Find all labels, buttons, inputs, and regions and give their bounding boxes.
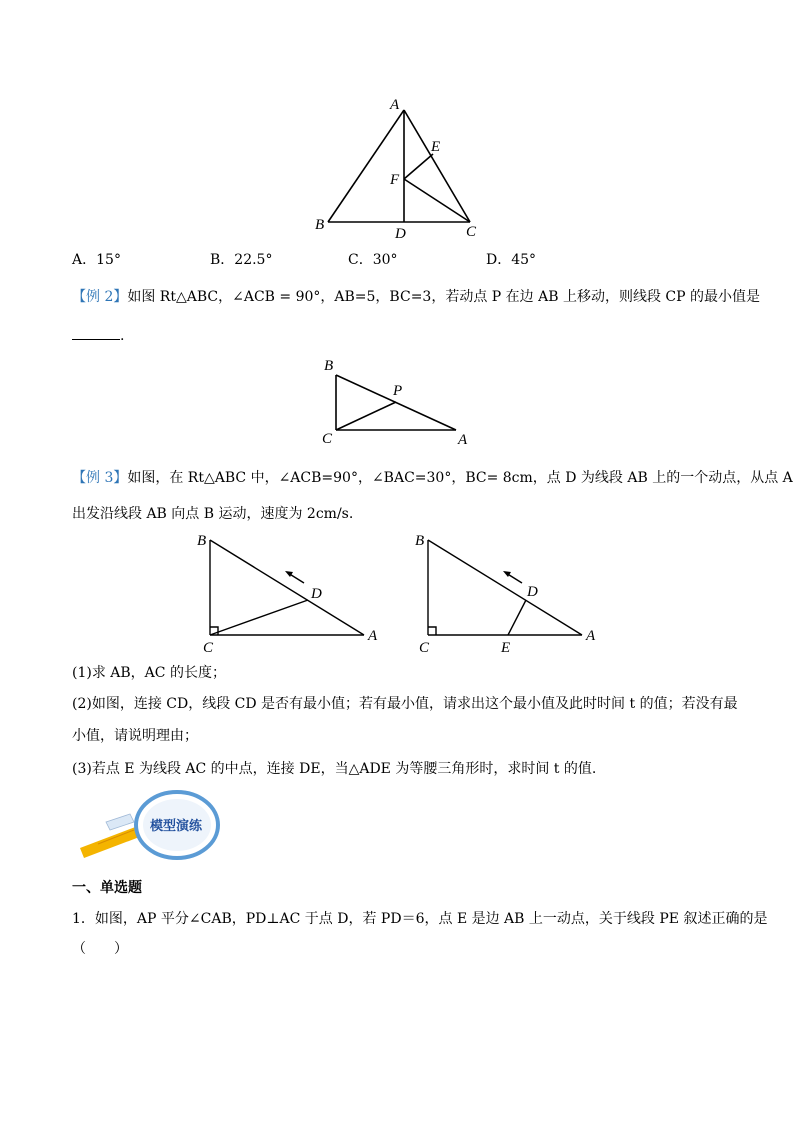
example-2-end: .	[120, 328, 125, 344]
choice-a-value: 15°	[96, 252, 121, 268]
choice-d-letter: D．	[486, 252, 512, 268]
badge-label: 模型演练	[150, 819, 203, 834]
section-title: 一、单选题	[72, 880, 142, 896]
seg-AB	[328, 110, 404, 222]
choice-c	[348, 250, 398, 270]
seg-DE	[508, 600, 526, 635]
seg-FC	[404, 179, 470, 222]
seg-BA	[428, 540, 582, 635]
example-3-tag: 【例 3】	[72, 470, 128, 486]
choice-c-value: 30°	[372, 252, 398, 268]
question-1: (1)求 AB，AC 的长度；	[72, 665, 226, 681]
figure-4-triangle	[410, 528, 610, 658]
question-2-line2: 小值，请说明理由；	[72, 728, 198, 744]
label-D: D	[311, 586, 322, 602]
choice-d-value: 45°	[511, 252, 537, 268]
right-angle-mark	[428, 627, 436, 635]
example-3-line2: 出发沿线段 AB 向点 B 运动，速度为 2cm/s.	[72, 506, 354, 522]
label-E: E	[501, 640, 511, 656]
label-C: C	[419, 640, 430, 656]
example-2-body: 如图 Rt△ABC，∠ACB = 90°，AB=5，BC=3，若动点 P 在边 AB 上移动，则线段 CP 的最小值是	[127, 289, 760, 305]
label-A: A	[368, 628, 378, 644]
answer-blank	[72, 325, 120, 340]
model-practice-badge	[76, 788, 226, 860]
seg-AC	[404, 110, 470, 222]
choice-b	[210, 250, 272, 270]
label-C: C	[203, 640, 214, 656]
choice-b-value: 22.5°	[234, 252, 273, 268]
example-2-answer-line	[72, 325, 124, 346]
example-2-text	[72, 287, 760, 307]
example-2-tag: 【例 2】	[72, 289, 128, 305]
seg-CD	[210, 600, 308, 635]
choice-a-letter: A．	[72, 252, 97, 268]
seg-BA	[210, 540, 364, 635]
choice-b-letter: B．	[210, 252, 235, 268]
figure-3-triangle	[192, 528, 392, 658]
label-D: D	[527, 584, 538, 600]
label-A: A	[458, 432, 468, 448]
label-D: D	[395, 226, 406, 242]
example-3-line1	[72, 468, 793, 488]
label-F: F	[390, 172, 400, 188]
question-3: (3)若点 E 为线段 AC 的中点，连接 DE，当△ADE 为等腰三角形时，求时间 t 的值.	[72, 761, 597, 777]
label-C: C	[466, 224, 477, 240]
choice-d	[486, 250, 536, 270]
example-3-body: 如图，在 Rt△ABC 中，∠ACB=90°，∠BAC=30°，BC= 8cm，点 D 为线段 AB 上的一个动点，从点 A	[127, 470, 793, 486]
problem-1-line1: 1．如图，AP 平分∠CAB，PD⊥AC 于点 D，若 PD＝6，点 E 是边 AB 上一动点，关于线段 PE 叙述正确的是	[72, 911, 768, 927]
label-B: B	[324, 358, 334, 374]
label-B: B	[315, 217, 325, 233]
figure-2-triangle	[318, 355, 478, 450]
question-2-line1: (2)如图，连接 CD，线段 CD 是否有最小值；若有最小值，请求出这个最小值及此时时间 t 的值；若没有最	[72, 696, 738, 712]
seg-CP	[336, 402, 396, 430]
label-A: A	[586, 628, 596, 644]
label-C: C	[322, 431, 333, 447]
seg-FE	[404, 154, 433, 179]
label-B: B	[197, 533, 207, 549]
figure-1-triangle	[310, 95, 490, 245]
label-A: A	[390, 97, 400, 113]
label-E: E	[431, 139, 441, 155]
problem-1-line2: （ ）	[72, 941, 128, 957]
choice-a	[72, 250, 121, 270]
choice-c-letter: C．	[348, 252, 373, 268]
label-B: B	[415, 533, 425, 549]
label-P: P	[393, 383, 403, 399]
